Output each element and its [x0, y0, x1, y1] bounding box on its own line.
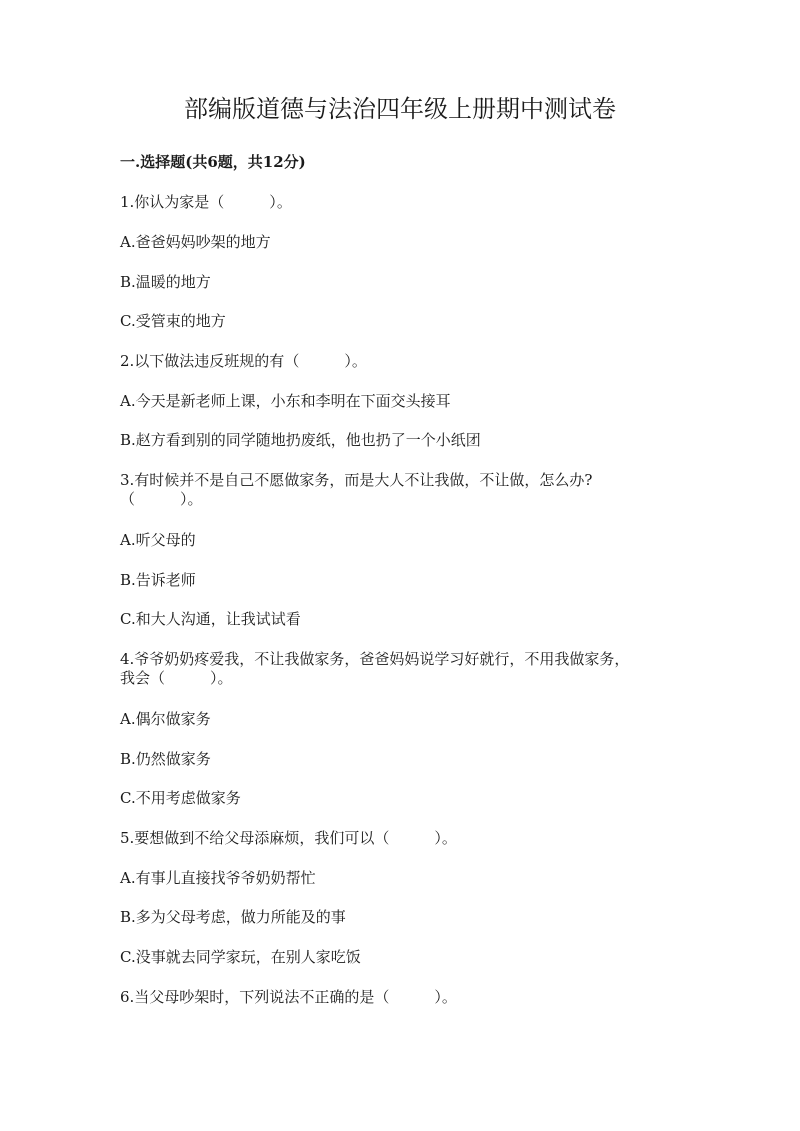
question-6-stem: 6.当父母吵架时，下列说法不正确的是（ ）。	[120, 988, 457, 1006]
question-5-stem: 5.要想做到不给父母添麻烦，我们可以（ ）。	[120, 829, 457, 847]
exam-title: 部编版道德与法治四年级上册期中测试卷	[184, 95, 616, 123]
section-heading: 一.选择题(共6题，共12分)	[120, 153, 306, 171]
question-4-option-a: A.偶尔做家务	[120, 710, 211, 728]
question-1-stem: 1.你认为家是（ ）。	[120, 193, 292, 211]
question-3-stem-line-2: （ ）。	[120, 490, 203, 508]
question-2-stem: 2.以下做法违反班规的有（ ）。	[120, 352, 367, 370]
question-3-option-b: B.告诉老师	[120, 571, 196, 589]
question-3-stem-line-1: 3.有时候并不是自己不愿做家务，而是大人不让我做，不让做，怎么办?	[120, 471, 593, 489]
question-4-stem-line-1: 4.爷爷奶奶疼爱我，不让我做家务，爸爸妈妈说学习好就行，不用我做家务，	[120, 650, 630, 668]
question-5-option-a: A.有事儿直接找爷爷奶奶帮忙	[120, 869, 316, 887]
question-1-option-b: B.温暖的地方	[120, 273, 211, 291]
question-3-option-a: A.听父母的	[120, 531, 196, 549]
question-4-option-b: B.仍然做家务	[120, 750, 211, 768]
question-5-option-c: C.没事就去同学家玩，在别人家吃饭	[120, 948, 361, 966]
question-1-option-c: C.受管束的地方	[120, 312, 226, 330]
question-5-option-b: B.多为父母考虑，做力所能及的事	[120, 908, 346, 926]
question-1-option-a: A.爸爸妈妈吵架的地方	[120, 233, 271, 251]
question-2-option-a: A.今天是新老师上课，小东和李明在下面交头接耳	[120, 392, 451, 410]
question-3-option-c: C.和大人沟通，让我试试看	[120, 610, 301, 628]
question-2-option-b: B.赵方看到别的同学随地扔废纸，他也扔了一个小纸团	[120, 431, 481, 449]
question-4-option-c: C.不用考虑做家务	[120, 789, 241, 807]
question-4-stem-line-2: 我会（ ）。	[120, 669, 233, 687]
